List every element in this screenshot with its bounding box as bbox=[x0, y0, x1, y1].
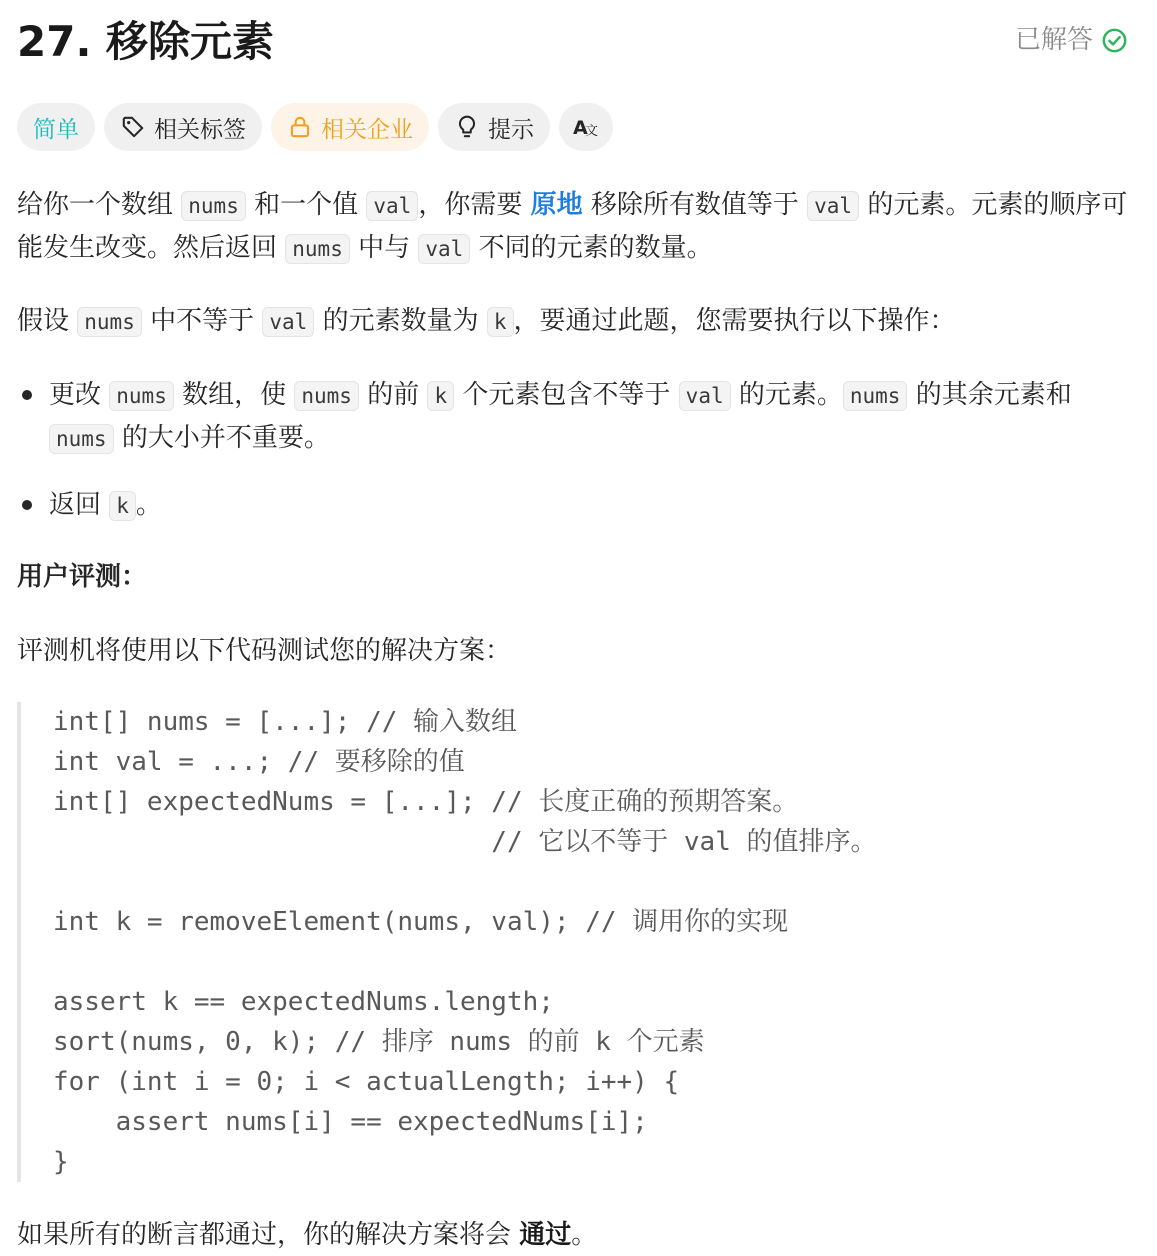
in-place-link[interactable]: 原地 bbox=[530, 190, 583, 220]
difficulty-label: 简单 bbox=[33, 116, 79, 143]
text: 和一个值 bbox=[245, 190, 367, 220]
inline-code: nums bbox=[285, 234, 350, 264]
difficulty-badge[interactable] bbox=[17, 103, 95, 151]
tag-icon bbox=[120, 114, 146, 140]
inline-code: val bbox=[679, 381, 731, 411]
inline-code: val bbox=[366, 191, 418, 221]
text: 的前 bbox=[358, 380, 428, 410]
code-line: int val = ...; // 要移除的值 bbox=[53, 747, 465, 777]
text: 中与 bbox=[349, 233, 419, 263]
code-line: } bbox=[53, 1147, 69, 1177]
solved-status[interactable] bbox=[1015, 22, 1128, 58]
text: 给你一个数组 bbox=[17, 190, 182, 220]
text: 中不等于 bbox=[141, 306, 263, 336]
judge-intro: 评测机将使用以下代码测试您的解决方案： bbox=[17, 636, 512, 666]
code-line: sort(nums, 0, k); // 排序 nums 的前 k 个元素 bbox=[53, 1027, 705, 1057]
inline-code: nums bbox=[49, 424, 114, 454]
text: 返回 bbox=[49, 490, 110, 520]
hint-button[interactable] bbox=[438, 103, 550, 151]
related-tags-label: 相关标签 bbox=[154, 116, 246, 143]
text: 移除所有数值等于 bbox=[582, 190, 808, 220]
related-companies-label: 相关企业 bbox=[321, 116, 413, 143]
lock-icon bbox=[287, 114, 313, 140]
problem-title: 27. 移除元素 bbox=[17, 17, 275, 66]
related-companies-button[interactable] bbox=[271, 103, 429, 151]
operations-list bbox=[17, 374, 1107, 527]
inline-code: val bbox=[262, 307, 314, 337]
text: 个元素包含不等于 bbox=[454, 380, 679, 410]
code-line: int[] expectedNums = [...]; // 长度正确的预期答案。 bbox=[53, 787, 799, 817]
description-paragraph-1 bbox=[17, 184, 1137, 270]
inline-code: k bbox=[427, 381, 454, 411]
inline-code: nums bbox=[77, 307, 142, 337]
code-line: assert nums[i] == expectedNums[i]; bbox=[53, 1107, 648, 1137]
inline-code: val bbox=[418, 234, 470, 264]
text: 的大小并不重要。 bbox=[113, 423, 330, 453]
judge-heading: 用户评测： bbox=[17, 562, 148, 592]
inline-code: k bbox=[109, 491, 136, 521]
lightbulb-icon bbox=[454, 114, 480, 140]
problem-page bbox=[17, 0, 1137, 1250]
hint-label: 提示 bbox=[488, 116, 534, 143]
problem-header bbox=[17, 0, 1137, 90]
text: 假设 bbox=[17, 306, 78, 336]
text: 的其余元素和 bbox=[907, 380, 1072, 410]
text: 。 bbox=[135, 490, 162, 520]
list-item bbox=[17, 484, 1107, 527]
code-block bbox=[17, 702, 1137, 1182]
svg-text:文: 文 bbox=[585, 124, 599, 139]
text: 的元素。 bbox=[730, 380, 843, 410]
text: 如果所有的断言都通过，你的解决方案将会 bbox=[17, 1220, 520, 1250]
bullet-icon bbox=[22, 390, 32, 400]
code-line bbox=[53, 862, 1137, 902]
text: 数组，使 bbox=[173, 380, 295, 410]
inline-code: nums bbox=[294, 381, 359, 411]
text: 的元素。元素的顺序可能发生改变。然后返回 bbox=[17, 190, 1128, 263]
text: 更改 bbox=[49, 380, 110, 410]
inline-code: nums bbox=[109, 381, 174, 411]
text: ，你需要 bbox=[418, 190, 531, 220]
inline-code: val bbox=[807, 191, 859, 221]
tag-bar bbox=[17, 103, 613, 151]
inline-code: nums bbox=[181, 191, 246, 221]
translate-icon bbox=[573, 114, 599, 140]
list-item bbox=[17, 374, 1107, 460]
inline-code: k bbox=[487, 307, 514, 337]
text: 。 bbox=[571, 1220, 598, 1250]
related-tags-button[interactable] bbox=[104, 103, 262, 151]
footer-paragraph bbox=[17, 1214, 597, 1256]
code-line: // 它以不等于 val 的值排序。 bbox=[53, 827, 877, 857]
code-line: int[] nums = [...]; // 输入数组 bbox=[53, 707, 518, 737]
bullet-icon bbox=[22, 500, 32, 510]
inline-code: nums bbox=[843, 381, 908, 411]
code-line bbox=[53, 942, 1137, 982]
svg-text:A: A bbox=[573, 117, 588, 139]
text: 的元素数量为 bbox=[314, 306, 487, 336]
text: ，要通过此题，您需要执行以下操作： bbox=[513, 306, 956, 336]
translate-button[interactable] bbox=[559, 103, 613, 151]
pass-text: 通过 bbox=[519, 1220, 572, 1250]
check-circle-icon bbox=[1101, 27, 1128, 54]
text: 不同的元素的数量。 bbox=[470, 233, 713, 263]
code-line: int k = removeElement(nums, val); // 调用你的实现 bbox=[53, 907, 789, 937]
code-line: for (int i = 0; i < actualLength; i++) { bbox=[53, 1067, 680, 1097]
solved-label: 已解答 bbox=[1014, 25, 1093, 55]
code-line: assert k == expectedNums.length; bbox=[53, 987, 554, 1017]
description-paragraph-2 bbox=[17, 300, 1137, 343]
